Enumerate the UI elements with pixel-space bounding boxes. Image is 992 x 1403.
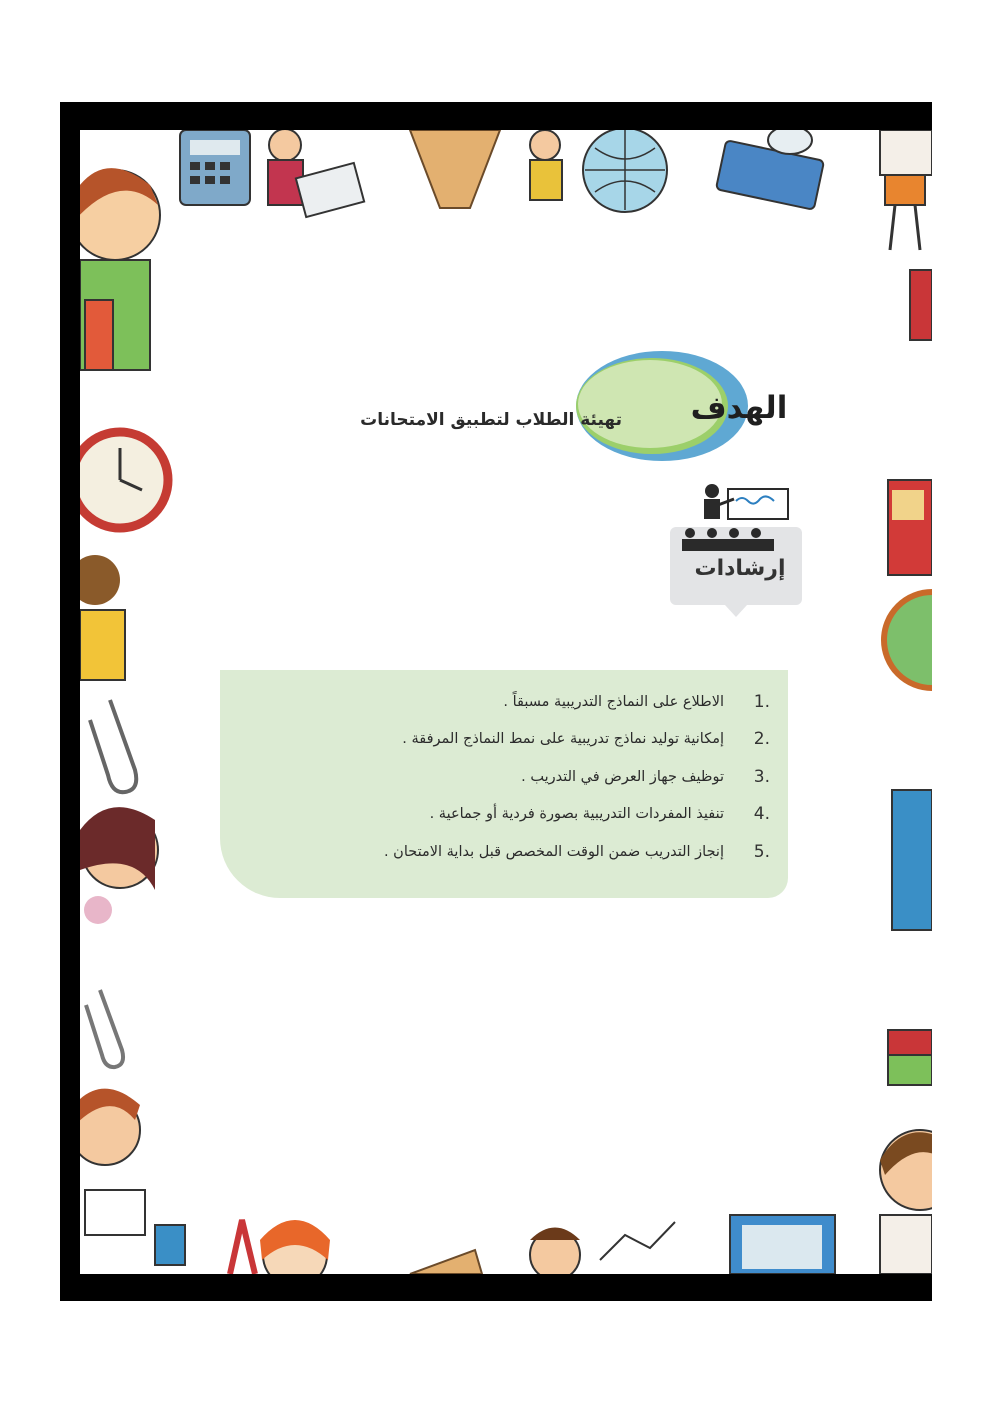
list-item — [240, 796, 770, 834]
paperclip-icon — [90, 700, 136, 792]
list-item-number: .1 — [753, 691, 770, 712]
list-item-number: .4 — [753, 804, 770, 825]
list-item-text: إنجاز التدريب ضمن الوقت المخصص قبل بداية الامتحان . — [383, 843, 724, 860]
list-item-number: .5 — [753, 841, 770, 862]
student-icon — [260, 1220, 330, 1274]
instructions-label: إرشادات — [694, 556, 786, 581]
list-item — [240, 833, 770, 871]
student-icon — [80, 555, 125, 680]
student-icon — [80, 807, 158, 924]
list-item-text: توظيف جهاز العرض في التدريب . — [521, 768, 724, 785]
student-icon — [530, 130, 562, 200]
ruler-icon — [910, 270, 932, 340]
globe-icon — [884, 592, 932, 688]
student-icon — [80, 168, 160, 370]
monitor-icon — [730, 1215, 835, 1274]
book-icon — [892, 790, 932, 930]
goal-text: تهيئة الطلاب لتطبيق الامتحانات — [360, 410, 622, 430]
instructions-card — [670, 477, 802, 622]
book-icon — [888, 480, 932, 575]
list-item — [240, 683, 770, 721]
goal-badge-label: الهدف — [690, 390, 788, 426]
teacher-board-icon — [682, 484, 788, 551]
list-item-number: .3 — [753, 766, 770, 787]
list-item — [240, 721, 770, 759]
list-item-text: إمكانية توليد نماذج تدريبية على نمط النماذج المرفقة . — [402, 731, 724, 748]
keyboard-icon — [716, 140, 824, 210]
list-item-number: .2 — [753, 729, 770, 750]
student-icon — [880, 1130, 932, 1274]
compass-icon — [230, 1220, 255, 1274]
student-icon — [80, 1089, 145, 1235]
student-icon — [530, 1228, 580, 1275]
list-item — [240, 758, 770, 796]
instructions-list — [240, 683, 770, 871]
pencil-cup-icon — [155, 1225, 185, 1265]
book-icon — [888, 1030, 932, 1085]
ruler-icon — [410, 130, 500, 208]
molecule-icon — [600, 1222, 675, 1260]
clock-icon — [80, 432, 168, 528]
mouse-icon — [768, 130, 812, 154]
ruler-icon — [410, 1250, 482, 1274]
student-icon — [880, 130, 932, 250]
paperclip-icon — [86, 990, 123, 1067]
list-item-text: الاطلاع على النماذج التدريبية مسبقاً . — [503, 693, 724, 710]
list-item-text: تنفيذ المفردات التدريبية بصورة فردية أو جماعية . — [429, 806, 724, 823]
calculator-icon — [180, 130, 250, 205]
globe-icon — [583, 130, 667, 212]
student-icon — [268, 130, 364, 217]
